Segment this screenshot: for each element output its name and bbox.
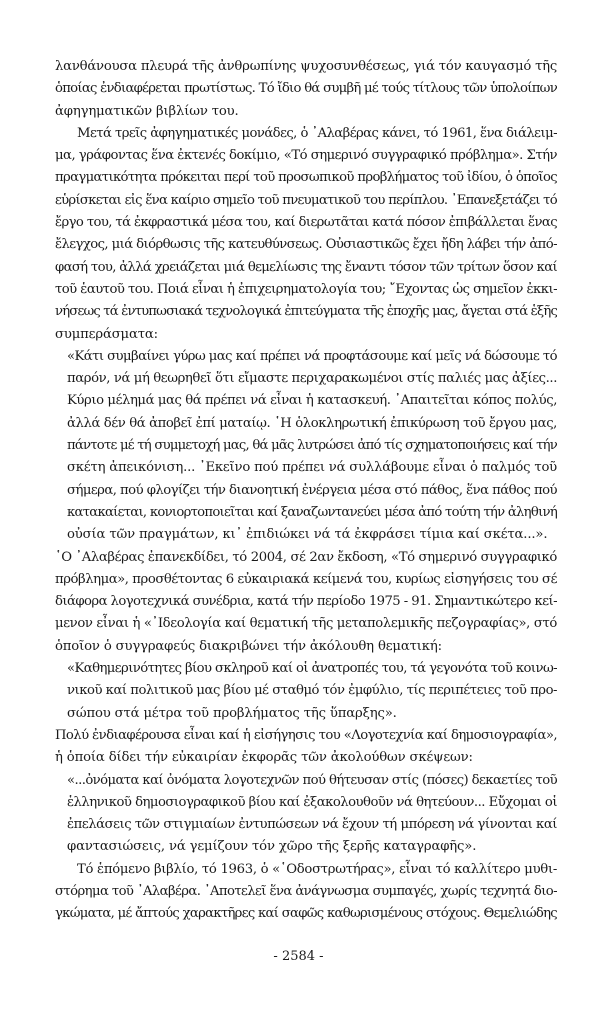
text-line: ὁποίας ἐνδιαφέρεται πρωτίστως. Τό ἴδιο θά συμβῆ μέ τούς τίτλους τῶν ὑπολοίπων xyxy=(55,81,557,97)
text-line: ἡ ὁποία δίδει τήν εὐκαιρίαν ἐκφορᾶς τῶν ἀκολούθων σκέψεων: xyxy=(55,750,473,766)
text-line: ὁποῖον ὁ συγγραφεύς διακριβώνει τήν ἀκόλουθη θεματική: xyxy=(55,638,442,654)
page-number: - 2584 - xyxy=(273,949,324,964)
quotation-line: ἀλλά δέν θά ἀποβεῖ ἐπί ματαίῳ. ῾Η ὁλοκληρωτική ἐπικύρωση τοῦ ἔργου μας, xyxy=(67,415,557,431)
text-line: εὑρίσκεται εἰς ἕνα καίριο σημεῖο τοῦ πνευματικοῦ του περίπλου. ᾿Επανεξετάζει τό xyxy=(55,192,557,208)
text-line: ἔργο του, τά ἐκφραστικά μέσα του, καί διερωτᾶται κατά πόσον ἐπιβάλλεται ἕνας xyxy=(55,215,557,231)
quotation-line: ἑλληνικοῦ δημοσιογραφικοῦ βίου καί ἐξακολουθοῦν νά θητεύουν... Εὔχομαι οἱ xyxy=(67,794,557,810)
quotation-line: «Κάτι συμβαίνει γύρω μας καί πρέπει νά προφτάσουμε καί μεῖς νά δώσουμε τό xyxy=(67,348,557,364)
quotation-line: σήμερα, πού φλογίζει τήν διανοητική ἐνέργεια μέσα στό πάθος, ἕνα πάθος πού xyxy=(67,482,557,498)
text-line: ἔλεγχος, μιά διόρθωσις τῆς κατευθύνσεως. Οὐσιαστικῶς ἔχει ἤδη λάβει τήν ἀπό- xyxy=(55,237,557,253)
text-line: Μετά τρεῖς ἀφηγηματικές μονάδες, ὁ ᾿Αλαβέρας κάνει, τό 1961, ἕνα διάλειμ- xyxy=(77,125,557,141)
text-line: φασή του, ἀλλά χρειάζεται μιά θεμελίωσις της ἔναντι τόσον τῶν τρίτων ὅσον καί xyxy=(55,259,557,275)
document-page-body xyxy=(55,56,557,926)
quotation-line: ἐπελάσεις τῶν στιγμιαίων ἐντυπώσεων νά ἔχουν τή μπόρεση νά γίνονται καί xyxy=(67,817,557,833)
text-line: ἀφηγηματικῶν βιβλίων του. xyxy=(55,103,239,119)
text-line: διάφορα λογοτεχνικά συνέδρια, κατά τήν περίοδο 1975 - 91. Σημαντικώτερο κεί- xyxy=(55,594,557,610)
text-line: νήσεως τά ἐντυπωσιακά τεχνολογικά ἐπιτεύγματα τῆς ἐποχῆς μας, ἄγεται στά ἑξῆς xyxy=(55,304,557,320)
text-line: τοῦ ἑαυτοῦ του. Ποιά εἶναι ἡ ἐπιχειρηματολογία του; ῎Εχοντας ὡς σημεῖον ἐκκι- xyxy=(55,281,557,297)
quotation-line: σκέτη ἀπεικόνιση... ᾿Εκεῖνο πού πρέπει νά συλλάβουμε εἶναι ὁ παλμός τοῦ xyxy=(67,460,557,476)
quotation-line: «Καθημερινότητες βίου σκληροῦ καί οἱ ἀνατροπές του, τά γεγονότα τοῦ κοινω- xyxy=(67,661,557,677)
text-line: λανθάνουσα πλευρά τῆς ἀνθρωπίνης ψυχοσυνθέσεως, γιά τόν καυγασμό τῆς xyxy=(55,59,557,74)
quotation-line: πάντοτε μέ τή συμμετοχή μας, θά μᾶς λυτρώσει ἀπό τίς σχηματοποιήσεις καί τήν xyxy=(67,438,557,454)
text-line: πραγματικότητα πρόκειται περί τοῦ προσωπικοῦ προβλήματος τοῦ ἰδίου, ὁ ὁποῖος xyxy=(55,170,557,186)
quotation-line: Κύριο μέλημά μας θά πρέπει νά εἶναι ἡ κατασκευή. ᾿Απαιτεῖται κόπος πολύς, xyxy=(67,393,557,409)
quotation-line: οὐσία τῶν πραγμάτων, κι᾿ ἐπιδιώκει νά τά ἐκφράσει τίμια καί σκέτα...». xyxy=(67,527,548,543)
text-line: πρόβλημα», προσθέτοντας 6 εὐκαιριακά κείμενά του, κυρίως εἰσηγήσεις του σέ xyxy=(55,571,557,587)
quotation-line: νικοῦ καί πολιτικοῦ μας βίου μέ σταθμό τόν ἐμφύλιο, τίς περιπέτειες τοῦ προ- xyxy=(67,683,557,699)
quotation-line: σώπου στά μέτρα τοῦ προβλήματος τῆς ὕπαρξης». xyxy=(67,705,397,721)
text-line: στόρημα τοῦ ᾿Αλαβέρα. ᾿Αποτελεῖ ἕνα ἀνάγνωσμα συμπαγές, χωρίς τεχνητά διο- xyxy=(55,883,557,899)
text-line: συμπεράσματα: xyxy=(55,326,158,342)
text-line: ῾Ο ᾿Αλαβέρας ἐπανεκδίδει, τό 2004, σέ 2αν ἔκδοση, «Τό σημερινό συγγραφικό xyxy=(55,549,557,565)
quotation-line: «...ὀνόματα καί ὀνόματα λογοτεχνῶν πού θήτευσαν στίς (πόσες) δεκαετίες τοῦ xyxy=(67,772,557,788)
quotation-line: παρόν, νά μή θεωρηθεῖ ὅτι εἴμαστε περιχαρακωμένοι στίς παλιές μας ἀξίες... xyxy=(67,371,557,387)
quotation-line: κατακαίεται, κονιορτοποιεῖται καί ξαναζωντανεύει μέσα ἀπό τούτη τήν ἀληθινή xyxy=(67,504,557,520)
quotation-line: φαντασιώσεις, νά γεμίζουν τόν χῶρο τῆς ξερῆς καταγραφῆς». xyxy=(67,839,477,855)
text-line: γκώματα, μέ ἄπτούς χαρακτῆρες καί σαφῶς καθωρισμένους στόχους. Θεμελιώδης xyxy=(55,906,557,922)
text-line: μενον εἶναι ἡ «᾿Ιδεολογία καί θεματική τῆς μεταπολεμικῆς πεζογραφίας», στό xyxy=(55,616,557,632)
text-line: Πολύ ἐνδιαφέρουσα εἶναι καί ἡ εἰσήγησις του «Λογοτεχνία καί δημοσιογραφία», xyxy=(55,727,557,743)
text-line: Τό ἑπόμενο βιβλίο, τό 1963, ὁ «῾Οδοστρωτήρας», εἶναι τό καλλίτερο μυθι- xyxy=(77,861,557,877)
text-line: μα, γράφοντας ἕνα ἐκτενές δοκίμιο, «Τό σημερινό συγγραφικό πρόβλημα». Στήν xyxy=(55,148,557,164)
